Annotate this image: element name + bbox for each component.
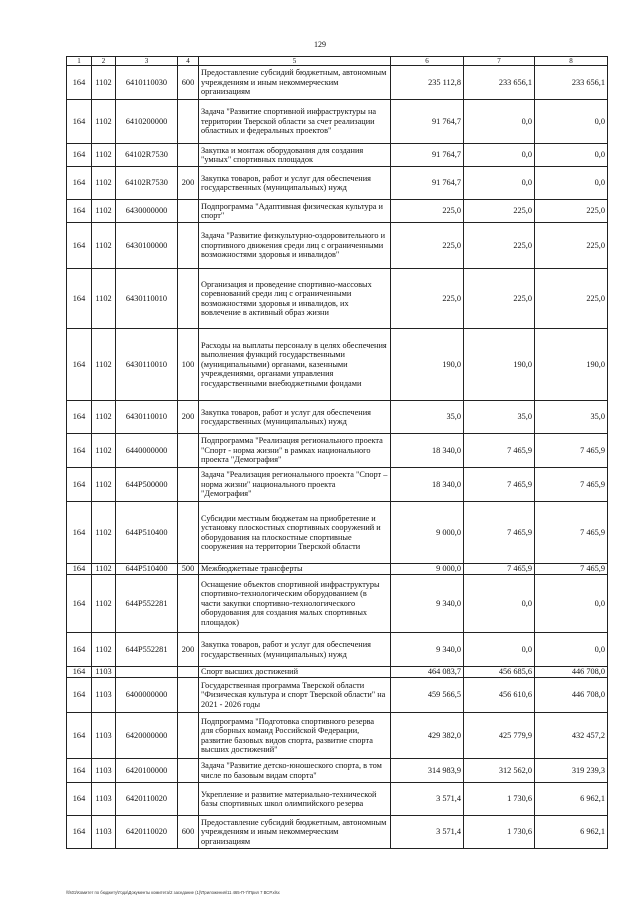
section-code-cell: 1102 — [92, 100, 116, 144]
target-article-cell: 644P552281 — [116, 575, 178, 633]
column-header: 5 — [199, 57, 391, 66]
amount-cell: 7 465,9 — [535, 502, 608, 564]
table-row — [67, 633, 608, 667]
table-row — [67, 144, 608, 167]
expense-type-cell — [178, 575, 199, 633]
table-row — [67, 713, 608, 759]
amount-cell: 35,0 — [391, 401, 464, 434]
admin-code-cell: 164 — [67, 144, 92, 167]
admin-code-cell: 164 — [67, 200, 92, 223]
amount-cell: 7 465,9 — [535, 564, 608, 575]
amount-cell: 314 983,9 — [391, 759, 464, 783]
amount-cell: 7 465,9 — [535, 434, 608, 468]
expense-type-cell — [178, 434, 199, 468]
target-article-cell: 6430110010 — [116, 401, 178, 434]
description-cell: Оснащение объектов спортивной инфраструктуры спортивно-технологическим оборудованием (в части закупки спортивно-технологического оборудования для создания малых спортивных площадок) — [199, 575, 391, 633]
amount-cell: 0,0 — [464, 575, 535, 633]
column-header: 7 — [464, 57, 535, 66]
target-article-cell: 6420000000 — [116, 713, 178, 759]
description-cell: Подпрограмма "Подготовка спортивного резерва для сборных команд Российской Федерации, развитие базовых видов спорта, развитие спорта высших достижений" — [199, 713, 391, 759]
amount-cell: 432 457,2 — [535, 713, 608, 759]
amount-cell: 446 708,0 — [535, 667, 608, 678]
section-code-cell: 1102 — [92, 269, 116, 329]
description-cell: Закупка товаров, работ и услуг для обеспечения государственных (муниципальных) нужд — [199, 401, 391, 434]
section-code-cell: 1102 — [92, 66, 116, 100]
target-article-cell: 644P552281 — [116, 633, 178, 667]
amount-cell: 7 465,9 — [464, 564, 535, 575]
description-cell: Закупка товаров, работ и услуг для обеспечения государственных (муниципальных) нужд — [199, 633, 391, 667]
budget-table — [66, 56, 608, 849]
admin-code-cell: 164 — [67, 633, 92, 667]
amount-cell: 446 708,0 — [535, 678, 608, 713]
amount-cell: 233 656,1 — [535, 66, 608, 100]
amount-cell: 9 000,0 — [391, 502, 464, 564]
description-cell: Государственная программа Тверской области "Физическая культура и спорт Тверской области" на 2021 - 2026 годы — [199, 678, 391, 713]
expense-type-cell: 600 — [178, 816, 199, 849]
section-code-cell: 1103 — [92, 783, 116, 816]
target-article-cell: 6420100000 — [116, 759, 178, 783]
amount-cell: 91 764,7 — [391, 100, 464, 144]
expense-type-cell — [178, 269, 199, 329]
section-code-cell: 1102 — [92, 502, 116, 564]
target-article-cell — [116, 667, 178, 678]
section-code-cell: 1102 — [92, 167, 116, 200]
expense-type-cell — [178, 678, 199, 713]
amount-cell: 0,0 — [464, 633, 535, 667]
amount-cell: 312 562,0 — [464, 759, 535, 783]
admin-code-cell: 164 — [67, 269, 92, 329]
section-code-cell: 1102 — [92, 200, 116, 223]
column-number-row — [67, 57, 608, 66]
expense-type-cell: 600 — [178, 66, 199, 100]
admin-code-cell: 164 — [67, 468, 92, 502]
admin-code-cell: 164 — [67, 816, 92, 849]
admin-code-cell: 164 — [67, 66, 92, 100]
description-cell: Предоставление субсидий бюджетным, автономным учреждениям и иным некоммерческим организациям — [199, 816, 391, 849]
table-row — [67, 100, 608, 144]
target-article-cell: 644P500000 — [116, 468, 178, 502]
table-row — [67, 816, 608, 849]
amount-cell: 91 764,7 — [391, 167, 464, 200]
description-cell: Подпрограмма "Адаптивная физическая культура и спорт" — [199, 200, 391, 223]
description-cell: Предоставление субсидий бюджетным, автономным учреждениям и иным некоммерческим организациям — [199, 66, 391, 100]
column-header: 3 — [116, 57, 178, 66]
amount-cell: 9 340,0 — [391, 575, 464, 633]
page-number: 129 — [314, 40, 326, 49]
target-article-cell: 6430110010 — [116, 269, 178, 329]
amount-cell: 3 571,4 — [391, 783, 464, 816]
amount-cell: 7 465,9 — [535, 468, 608, 502]
table-row — [67, 502, 608, 564]
column-header: 8 — [535, 57, 608, 66]
table-row — [67, 759, 608, 783]
description-cell: Спорт высших достижений — [199, 667, 391, 678]
amount-cell: 0,0 — [535, 633, 608, 667]
amount-cell: 190,0 — [464, 329, 535, 401]
description-cell: Укрепление и развитие материально-технической базы спортивных школ олимпийского резерва — [199, 783, 391, 816]
target-article-cell: 6420110020 — [116, 783, 178, 816]
section-code-cell: 1103 — [92, 667, 116, 678]
expense-type-cell — [178, 502, 199, 564]
table-row — [67, 434, 608, 468]
description-cell: Задача "Развитие детско-юношеского спорта, в том числе по базовым видам спорта" — [199, 759, 391, 783]
column-header: 4 — [178, 57, 199, 66]
column-header: 1 — [67, 57, 92, 66]
table-row — [67, 401, 608, 434]
table-body — [67, 66, 608, 849]
amount-cell: 91 764,7 — [391, 144, 464, 167]
section-code-cell: 1103 — [92, 816, 116, 849]
admin-code-cell: 164 — [67, 223, 92, 269]
admin-code-cell: 164 — [67, 401, 92, 434]
amount-cell: 425 779,9 — [464, 713, 535, 759]
admin-code-cell: 164 — [67, 100, 92, 144]
amount-cell: 225,0 — [464, 223, 535, 269]
table-row — [67, 564, 608, 575]
target-article-cell: 644P510400 — [116, 502, 178, 564]
amount-cell: 225,0 — [391, 223, 464, 269]
description-cell: Закупка и монтаж оборудования для создания "умных" спортивных площадок — [199, 144, 391, 167]
admin-code-cell: 164 — [67, 759, 92, 783]
description-cell: Расходы на выплаты персоналу в целях обеспечения выполнения функций государственными (муниципальными) органами, казенными учреждениями, органами управления государственными внебюджетными фондами — [199, 329, 391, 401]
amount-cell: 6 962,1 — [535, 783, 608, 816]
amount-cell: 459 566,5 — [391, 678, 464, 713]
admin-code-cell: 164 — [67, 329, 92, 401]
description-cell: Задача "Развитие физкультурно-оздоровительного и спортивного движения среди лиц с ограниченными возможностями здоровья и инвалидов" — [199, 223, 391, 269]
amount-cell: 464 083,7 — [391, 667, 464, 678]
amount-cell: 0,0 — [464, 167, 535, 200]
section-code-cell: 1102 — [92, 564, 116, 575]
table-row — [67, 66, 608, 100]
column-header: 2 — [92, 57, 116, 66]
expense-type-cell: 100 — [178, 329, 199, 401]
admin-code-cell: 164 — [67, 678, 92, 713]
file-path-footer: \\fs01\Комитет по бюджету\Года\Документы комитета\2 заседание (1)\Приложения\11 465-П-7\Прил 7 ВСР.xlsx — [66, 890, 280, 895]
target-article-cell: 6420110020 — [116, 816, 178, 849]
amount-cell: 190,0 — [535, 329, 608, 401]
amount-cell: 1 730,6 — [464, 816, 535, 849]
amount-cell: 225,0 — [464, 269, 535, 329]
description-cell: Задача "Реализация регионального проекта "Спорт – норма жизни" национального проекта "Демография" — [199, 468, 391, 502]
expense-type-cell — [178, 783, 199, 816]
table-row — [67, 223, 608, 269]
expense-type-cell — [178, 667, 199, 678]
amount-cell: 0,0 — [535, 167, 608, 200]
amount-cell: 7 465,9 — [464, 434, 535, 468]
target-article-cell: 64102R7530 — [116, 167, 178, 200]
admin-code-cell: 164 — [67, 167, 92, 200]
amount-cell: 3 571,4 — [391, 816, 464, 849]
expense-type-cell: 200 — [178, 401, 199, 434]
section-code-cell: 1102 — [92, 434, 116, 468]
amount-cell: 0,0 — [464, 100, 535, 144]
expense-type-cell — [178, 144, 199, 167]
amount-cell: 233 656,1 — [464, 66, 535, 100]
amount-cell: 1 730,6 — [464, 783, 535, 816]
expense-type-cell: 500 — [178, 564, 199, 575]
table-row — [67, 575, 608, 633]
table-row — [67, 667, 608, 678]
amount-cell: 225,0 — [391, 200, 464, 223]
amount-cell: 35,0 — [464, 401, 535, 434]
target-article-cell: 6400000000 — [116, 678, 178, 713]
section-code-cell: 1102 — [92, 223, 116, 269]
amount-cell: 429 382,0 — [391, 713, 464, 759]
amount-cell: 0,0 — [464, 144, 535, 167]
target-article-cell: 6410110030 — [116, 66, 178, 100]
table-row — [67, 329, 608, 401]
amount-cell: 190,0 — [391, 329, 464, 401]
section-code-cell: 1103 — [92, 713, 116, 759]
expense-type-cell — [178, 759, 199, 783]
admin-code-cell: 164 — [67, 713, 92, 759]
amount-cell: 225,0 — [391, 269, 464, 329]
amount-cell: 0,0 — [535, 100, 608, 144]
admin-code-cell: 164 — [67, 667, 92, 678]
target-article-cell: 6430110010 — [116, 329, 178, 401]
description-cell: Закупка товаров, работ и услуг для обеспечения государственных (муниципальных) нужд — [199, 167, 391, 200]
amount-cell: 7 465,9 — [464, 468, 535, 502]
amount-cell: 9 000,0 — [391, 564, 464, 575]
table-row — [67, 269, 608, 329]
amount-cell: 319 239,3 — [535, 759, 608, 783]
admin-code-cell: 164 — [67, 502, 92, 564]
table-row — [67, 468, 608, 502]
expense-type-cell: 200 — [178, 633, 199, 667]
admin-code-cell: 164 — [67, 783, 92, 816]
amount-cell: 18 340,0 — [391, 468, 464, 502]
target-article-cell: 6440000000 — [116, 434, 178, 468]
amount-cell: 235 112,8 — [391, 66, 464, 100]
section-code-cell: 1102 — [92, 329, 116, 401]
table-row — [67, 200, 608, 223]
target-article-cell: 64102R7530 — [116, 144, 178, 167]
amount-cell: 225,0 — [535, 223, 608, 269]
amount-cell: 35,0 — [535, 401, 608, 434]
expense-type-cell — [178, 223, 199, 269]
section-code-cell: 1102 — [92, 468, 116, 502]
target-article-cell: 6430100000 — [116, 223, 178, 269]
column-header: 6 — [391, 57, 464, 66]
amount-cell: 225,0 — [535, 200, 608, 223]
amount-cell: 7 465,9 — [464, 502, 535, 564]
amount-cell: 225,0 — [464, 200, 535, 223]
amount-cell: 225,0 — [535, 269, 608, 329]
expense-type-cell — [178, 100, 199, 144]
description-cell: Задача "Развитие спортивной инфраструктуры на территории Тверской области за счет реализации областных и федеральных проектов" — [199, 100, 391, 144]
description-cell: Подпрограмма "Реализация регионального проекта "Спорт - норма жизни" в рамках национального проекта "Демография" — [199, 434, 391, 468]
amount-cell: 0,0 — [535, 144, 608, 167]
expense-type-cell: 200 — [178, 167, 199, 200]
amount-cell: 456 610,6 — [464, 678, 535, 713]
target-article-cell: 6410200000 — [116, 100, 178, 144]
section-code-cell: 1102 — [92, 401, 116, 434]
amount-cell: 6 962,1 — [535, 816, 608, 849]
admin-code-cell: 164 — [67, 434, 92, 468]
table-row — [67, 678, 608, 713]
section-code-cell: 1103 — [92, 759, 116, 783]
section-code-cell: 1103 — [92, 678, 116, 713]
amount-cell: 0,0 — [535, 575, 608, 633]
expense-type-cell — [178, 713, 199, 759]
section-code-cell: 1102 — [92, 575, 116, 633]
expense-type-cell — [178, 200, 199, 223]
description-cell: Межбюджетные трансферты — [199, 564, 391, 575]
table-row — [67, 167, 608, 200]
table-row — [67, 783, 608, 816]
description-cell: Организация и проведение спортивно-массовых соревнований среди лиц с ограниченными возможностями здоровья и инвалидов, их вовлечение в активный образ жизни — [199, 269, 391, 329]
amount-cell: 18 340,0 — [391, 434, 464, 468]
amount-cell: 456 685,6 — [464, 667, 535, 678]
section-code-cell: 1102 — [92, 144, 116, 167]
admin-code-cell: 164 — [67, 575, 92, 633]
expense-type-cell — [178, 468, 199, 502]
target-article-cell: 644P510400 — [116, 564, 178, 575]
amount-cell: 9 340,0 — [391, 633, 464, 667]
target-article-cell: 6430000000 — [116, 200, 178, 223]
admin-code-cell: 164 — [67, 564, 92, 575]
section-code-cell: 1102 — [92, 633, 116, 667]
description-cell: Субсидии местным бюджетам на приобретение и установку плоскостных спортивных сооружений и оборудования на плоскостные спортивные сооружения на территории Тверской области — [199, 502, 391, 564]
